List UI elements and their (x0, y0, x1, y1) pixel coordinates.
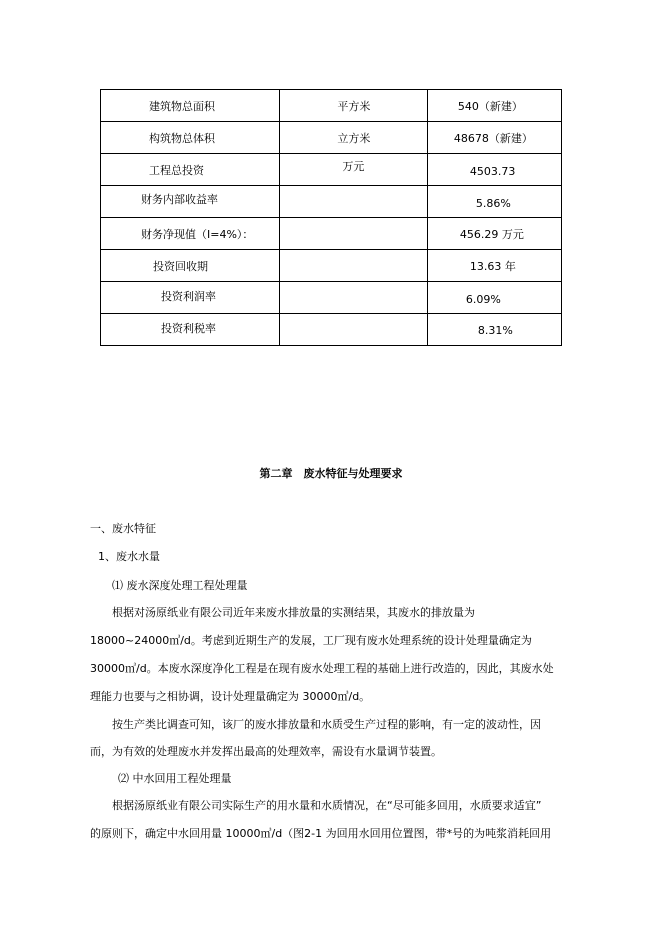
table-row (101, 282, 562, 314)
table-row (101, 90, 562, 122)
table-cell-value (427, 282, 561, 314)
paragraph-line: 而，为有效的处理废水并发挥出最高的处理效率，需设有水量调节装置。 (90, 745, 442, 758)
table-cell-value (427, 154, 561, 186)
table-cell-value (427, 218, 561, 250)
cell-text: 投资回收期 (153, 259, 208, 273)
paragraph-line: 根据对汤原纸业有限公司近年来废水排放量的实测结果，其废水的排放量为 (112, 606, 475, 619)
table-cell-label (101, 122, 280, 154)
table-row (101, 154, 562, 186)
table-cell-label (101, 154, 280, 186)
table-cell-value (427, 186, 561, 218)
summary-table (100, 89, 562, 346)
table-cell-value (427, 90, 561, 122)
table-cell-unit (280, 186, 428, 218)
chapter-title: 第二章 废水特征与处理要求 (259, 467, 403, 480)
cell-text: 财务净现值（I=4%）： (141, 227, 254, 241)
table-cell-value (427, 122, 561, 154)
table-row (101, 122, 562, 154)
paragraph-line: 30000㎥/d。本废水深度净化工程是在现有废水处理工程的基础上进行改造的，因此，其废水处 (90, 662, 554, 675)
table-cell-unit (280, 250, 428, 282)
section-heading: 一、废水特征 (90, 522, 156, 535)
table-cell-label (101, 90, 280, 122)
table-cell-label (101, 186, 280, 218)
table-cell-unit (280, 218, 428, 250)
cell-text: 立方米 (337, 131, 371, 145)
cell-text: 构筑物总体积 (149, 131, 215, 145)
cell-text: 投资利润率 (161, 289, 216, 303)
paragraph-line: 理能力也要与之相协调，设计处理量确定为 30000㎥/d。 (90, 690, 371, 703)
item-heading: ⑴ 废水深度处理工程处理量 (112, 579, 248, 592)
table-row (101, 186, 562, 218)
table-cell-value (427, 250, 561, 282)
table-row (101, 250, 562, 282)
cell-text: 投资利税率 (161, 321, 216, 335)
cell-text: 13.63 年 (469, 259, 516, 273)
table-cell-unit (280, 154, 428, 186)
cell-text: 540（新建） (457, 99, 523, 113)
table-row (101, 218, 562, 250)
item-heading: ⑵ 中水回用工程处理量 (118, 772, 232, 785)
cell-text: 456.29 万元 (459, 227, 524, 241)
table-cell-label (101, 218, 280, 250)
paragraph-line: 18000~24000㎥/d。考虑到近期生产的发展，工厂现有废水处理系统的设计处理量确定为 (90, 634, 532, 647)
cell-text: 4503.73 (469, 165, 516, 178)
table-cell-value (427, 314, 561, 346)
table-cell-unit (280, 314, 428, 346)
cell-text: 财务内部收益率 (141, 192, 218, 206)
cell-text: 6.09% (465, 293, 501, 306)
cell-text: 48678（新建） (453, 131, 533, 145)
table-cell-label (101, 250, 280, 282)
cell-text: 工程总投资 (149, 163, 204, 177)
table-cell-unit (280, 90, 428, 122)
table-cell-unit (280, 122, 428, 154)
cell-text: 平方米 (337, 99, 371, 113)
table-row (101, 314, 562, 346)
paragraph-line: 按生产类比调查可知，该厂的废水排放量和水质受生产过程的影响，有一定的波动性，因 (112, 718, 541, 731)
table-cell-label (101, 282, 280, 314)
subsection-heading: 1、废水水量 (98, 550, 160, 563)
cell-text: 8.31% (477, 324, 513, 337)
cell-text: 建筑物总面积 (149, 99, 215, 113)
paragraph-line: 根据汤原纸业有限公司实际生产的用水量和水质情况，在“尽可能多回用，水质要求适宜” (112, 799, 542, 812)
paragraph-line: 的原则下，确定中水回用量 10000㎥/d（图2-1 为回用水回用位置图，带*号的为吨浆消耗回用 (90, 827, 552, 840)
table-cell-label (101, 314, 280, 346)
cell-text: 万元 (342, 159, 365, 173)
table-cell-unit (280, 282, 428, 314)
cell-text: 5.86% (475, 197, 511, 210)
